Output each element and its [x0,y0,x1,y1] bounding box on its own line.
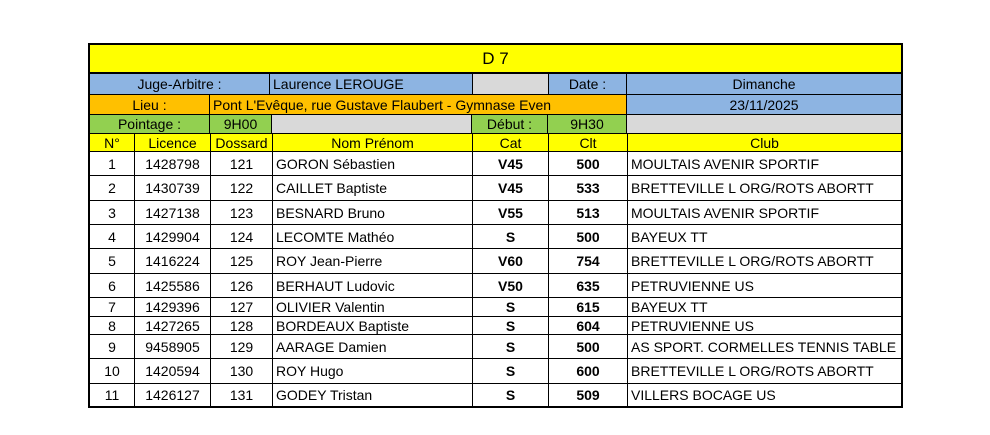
row-licence: 1427138 [135,201,211,225]
row-clt: 754 [549,249,628,274]
row-num: 9 [90,335,135,359]
row-licence: 1430739 [135,176,211,201]
row-club: AS SPORT. CORMELLES TENNIS TABLE [628,335,901,359]
row-dossard: 125 [211,249,273,274]
row-clt: 500 [549,152,628,176]
header-num: N° [90,134,135,152]
row-dossard: 127 [211,298,273,317]
row-cat: S [473,384,549,408]
row-name: GORON Sébastien [273,152,473,176]
table-row [88,335,903,359]
row-dossard: 126 [211,274,273,298]
header-clt: Clt [549,134,628,152]
row-name: OLIVIER Valentin [273,298,473,317]
sheet-title: D 7 [88,43,903,74]
row-num: 10 [90,359,135,384]
row-name: BORDEAUX Baptiste [273,317,473,335]
row-num: 8 [90,317,135,335]
row-clt: 509 [549,384,628,408]
row-clt: 500 [549,335,628,359]
row-licence: 1420594 [135,359,211,384]
row-licence: 9458905 [135,335,211,359]
table-row [88,359,903,384]
table-row [88,225,903,249]
registration-sheet [88,43,903,408]
row-name: GODEY Tristan [273,384,473,408]
row-dossard: 121 [211,152,273,176]
row-clt: 635 [549,274,628,298]
table-row [88,176,903,201]
place-row [88,95,903,115]
debut-value: 9H30 [548,115,627,134]
row-num: 2 [90,176,135,201]
row-club: BRETTEVILLE L ORG/ROTS ABORTT [628,249,901,274]
row-cat: S [473,335,549,359]
date-label: Date : [549,74,627,95]
table-row [88,201,903,225]
table-row [88,274,903,298]
row-club: VILLERS BOCAGE US [628,384,901,408]
row-cat: S [473,225,549,249]
row-num: 6 [90,274,135,298]
table-row [88,298,903,317]
timing-blank-2 [627,115,901,134]
row-club: BRETTEVILLE L ORG/ROTS ABORTT [628,359,901,384]
row-clt: 533 [549,176,628,201]
row-dossard: 130 [211,359,273,384]
date-day: Dimanche [627,74,901,95]
row-clt: 604 [549,317,628,335]
header-licence: Licence [135,134,211,152]
row-licence: 1428798 [135,152,211,176]
header-dossard: Dossard [211,134,273,152]
row-cat: S [473,298,549,317]
row-club: BAYEUX TT [628,298,901,317]
row-num: 3 [90,201,135,225]
row-cat: V45 [473,152,549,176]
table-row [88,249,903,274]
row-cat: S [473,359,549,384]
row-club: BAYEUX TT [628,225,901,249]
table-header [88,134,903,152]
debut-label: Début : [472,115,548,134]
header-cat: Cat [473,134,549,152]
row-club: MOULTAIS AVENIR SPORTIF [628,201,901,225]
row-cat: V60 [473,249,549,274]
row-clt: 500 [549,225,628,249]
judge-value: Laurence LEROUGE [270,74,473,95]
pointage-label: Pointage : [90,115,210,134]
row-name: BESNARD Bruno [273,201,473,225]
row-dossard: 123 [211,201,273,225]
row-dossard: 128 [211,317,273,335]
row-name: AARAGE Damien [273,335,473,359]
row-num: 4 [90,225,135,249]
row-club: MOULTAIS AVENIR SPORTIF [628,152,901,176]
row-licence: 1429396 [135,298,211,317]
row-name: ROY Jean-Pierre [273,249,473,274]
row-club: PETRUVIENNE US [628,274,901,298]
row-cat: V50 [473,274,549,298]
header-club: Club [628,134,901,152]
timing-row [88,115,903,134]
table-row [88,152,903,176]
row-licence: 1426127 [135,384,211,408]
row-dossard: 131 [211,384,273,408]
pointage-value: 9H00 [210,115,272,134]
row-clt: 600 [549,359,628,384]
row-clt: 513 [549,201,628,225]
judge-blank [473,74,549,95]
row-dossard: 129 [211,335,273,359]
date-value: 23/11/2025 [627,95,901,115]
row-club: BRETTEVILLE L ORG/ROTS ABORTT [628,176,901,201]
row-num: 11 [90,384,135,408]
row-name: BERHAUT Ludovic [273,274,473,298]
judge-row [88,74,903,95]
row-cat: V55 [473,201,549,225]
row-licence: 1427265 [135,317,211,335]
table-row [88,384,903,408]
row-name: CAILLET Baptiste [273,176,473,201]
row-name: LECOMTE Mathéo [273,225,473,249]
row-dossard: 122 [211,176,273,201]
row-num: 1 [90,152,135,176]
header-name: Nom Prénom [273,134,473,152]
row-licence: 1429904 [135,225,211,249]
table-row [88,317,903,335]
row-licence: 1425586 [135,274,211,298]
row-licence: 1416224 [135,249,211,274]
row-dossard: 124 [211,225,273,249]
timing-blank-1 [272,115,472,134]
row-clt: 615 [549,298,628,317]
row-cat: V45 [473,176,549,201]
place-value: Pont L'Evêque, rue Gustave Flaubert - Gymnase Even [210,95,627,115]
row-club: PETRUVIENNE US [628,317,901,335]
row-name: ROY Hugo [273,359,473,384]
row-cat: S [473,317,549,335]
judge-label: Juge-Arbitre : [90,74,270,95]
row-num: 7 [90,298,135,317]
row-num: 5 [90,249,135,274]
place-label: Lieu : [90,95,210,115]
